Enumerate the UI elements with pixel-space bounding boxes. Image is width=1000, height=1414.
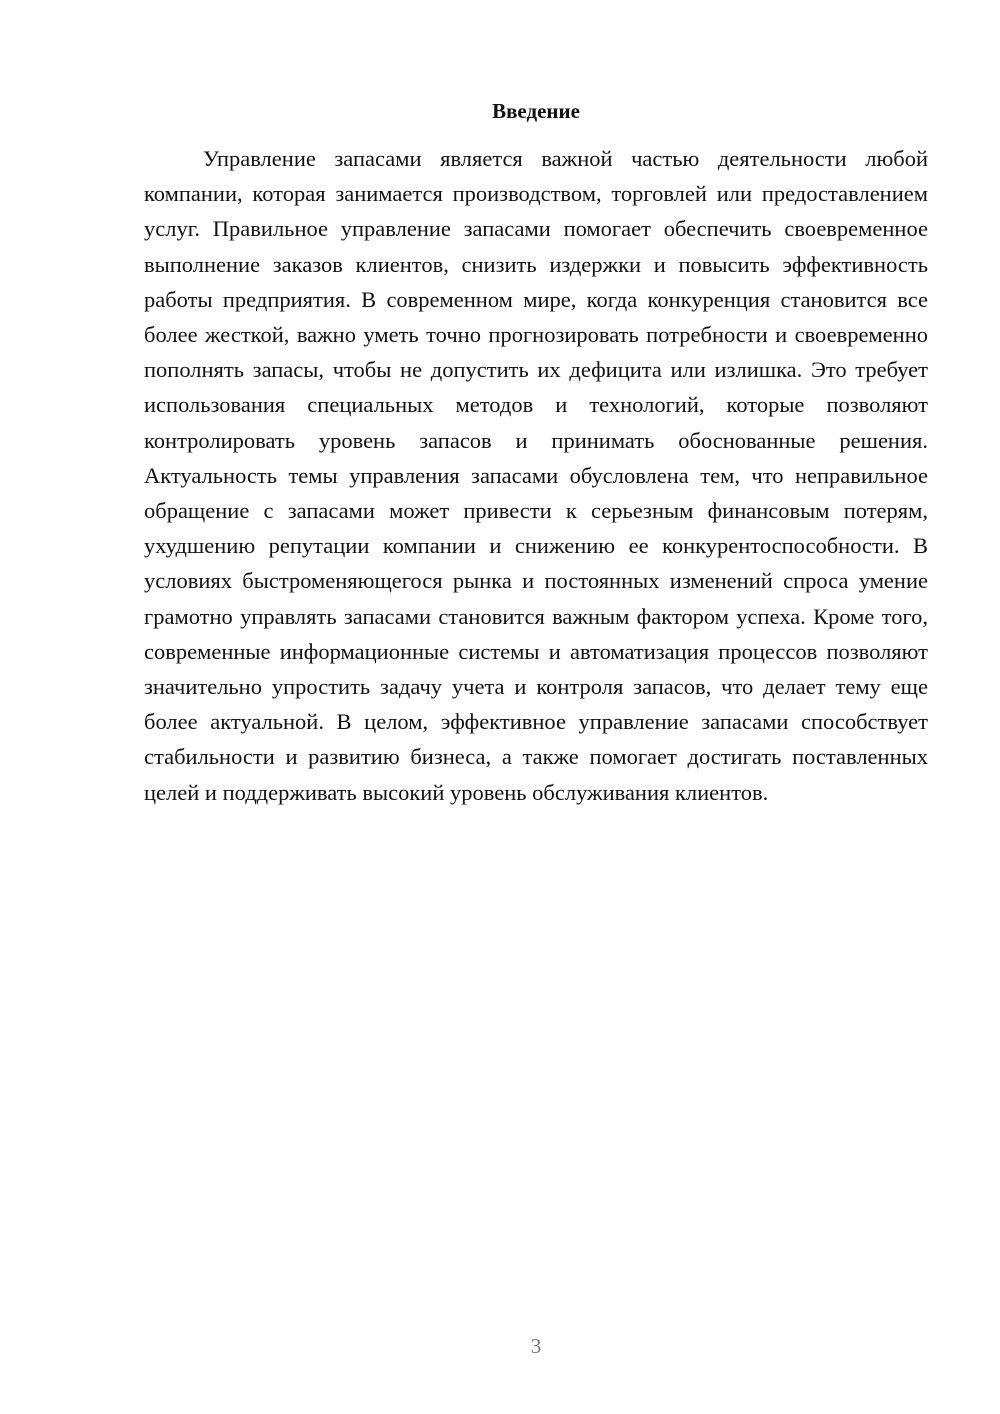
section-title: Введение — [492, 99, 580, 123]
page-number: 3 — [530, 1334, 542, 1358]
body-paragraph: Управление запасами является важной частью деятельности любой компании, которая занимается производством, торговлей или предоставлением услуг. Правильное управление запасами помогает обеспечить своевременное выполнение заказов клиентов, снизить издержки и повысить эффективность работы предприятия. В современном мире, когда конкуренция становится все более жесткой, важно уметь точно прогнозировать потребности и своевременно пополнять запасы, чтобы не допустить их дефицита или излишка. Это требует использования специальных методов и технологий, которые позволяют контролировать уровень запасов и принимать обоснованные решения. Актуальность темы управления запасами обусловлена тем, что неправильное обращение с запасами может привести к серьезным финансовым потерям, ухудшению репутации компании и снижению ее конкурентоспособности. В условиях быстроменяющегося рынка и постоянных изменений спроса умение грамотно управлять запасами становится важным фактором успеха. Кроме того, современные информационные системы и автоматизация процессов позволяют значительно упростить задачу учета и контроля запасов, что делает тему еще более актуальной. В целом, эффективное управление запасами способствует стабильности и развитию бизнеса, а также помогает достигать поставленных целей и поддерживать высокий уровень обслуживания клиентов. — [144, 146, 928, 805]
